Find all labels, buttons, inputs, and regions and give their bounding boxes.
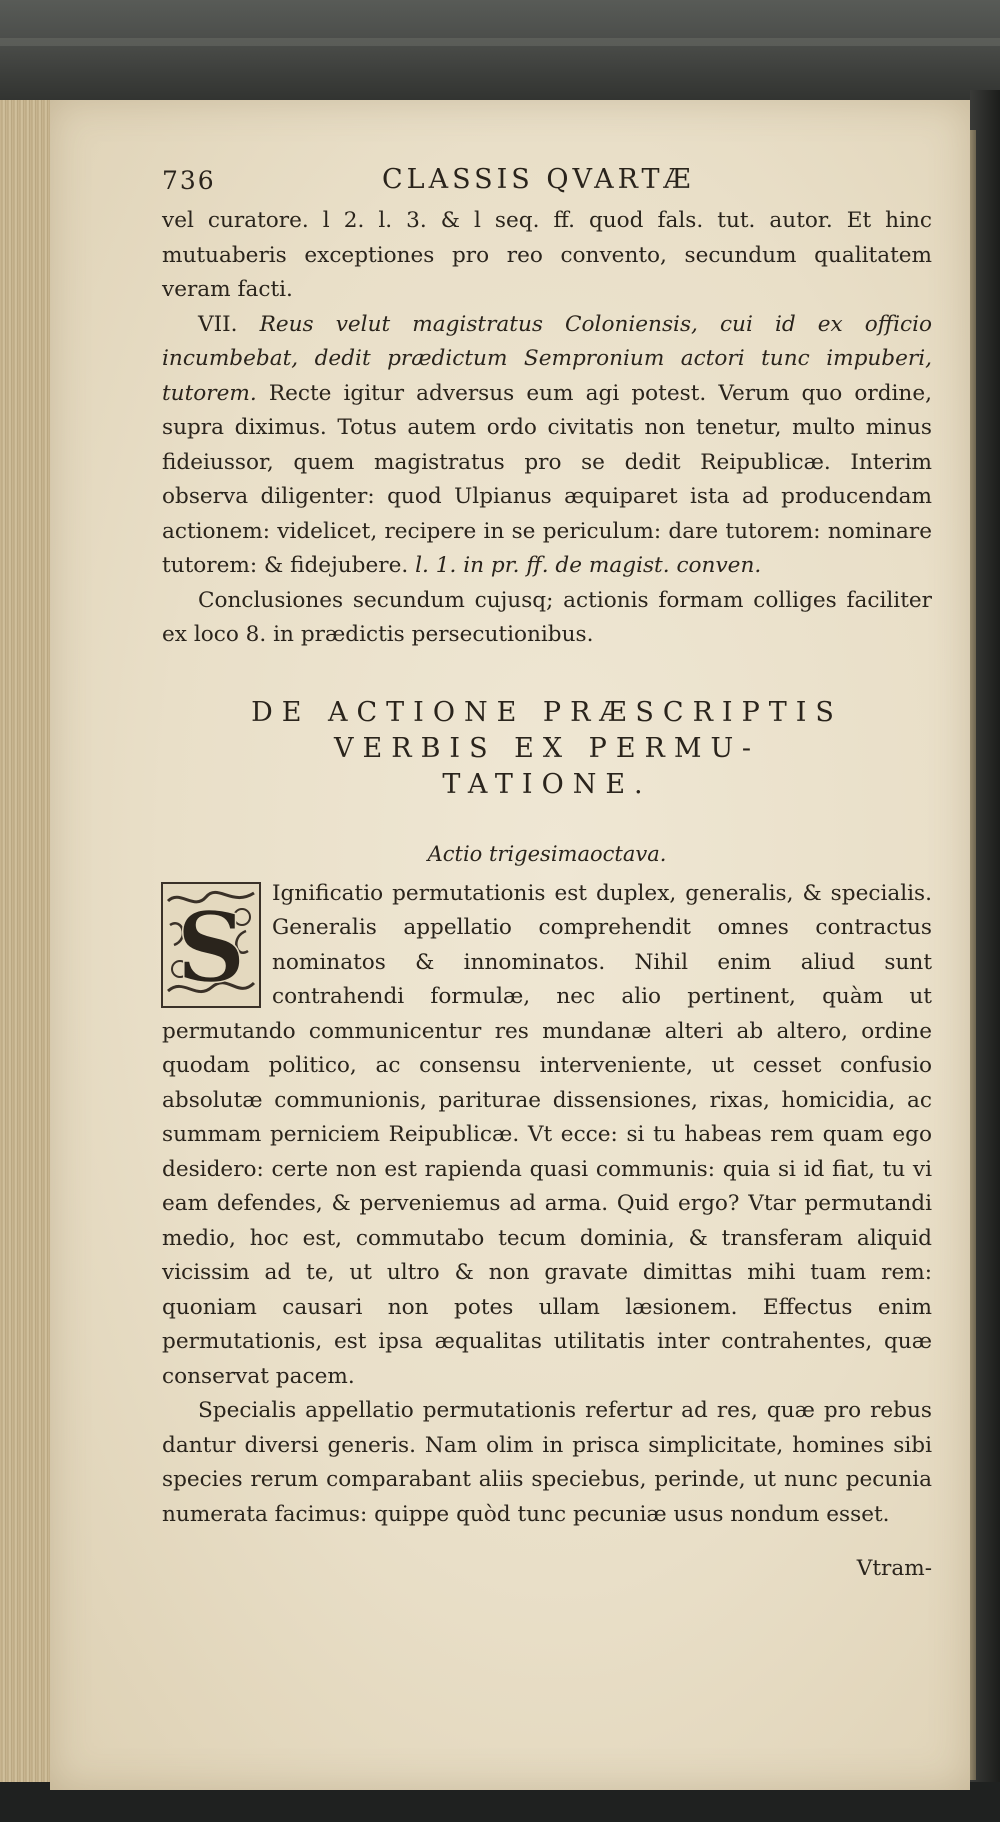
paragraph-5: Specialis appellatio permutationis refertur ad res, quæ pro rebus dantur diversi generis. Nam olim in prisca simplicitate, homines sibi species rerum comparabant aliis speciebus, perinde, ut nunc pecunia numerata facimus: quippe quòd tunc pecuniæ usus nondum esset. — [162, 1398, 932, 1527]
section-marker: VII. — [198, 311, 238, 337]
case-statement: Reus velut magistratus Coloniensis, cui id ex officio incumbebat, dedit prædictum Sempronium actori tunc impuberi, tutorem. — [162, 311, 932, 406]
book-page — [50, 100, 970, 1790]
paragraph-4: Ignificatio permutationis est duplex, generalis, & specialis. Generalis appellatio comprehendit omnes contractus nominatos & innominatos. Nihil enim aliud sunt contrahendi formulæ, nec alio pertinent, quàm ut permutando communicentur res mundanæ alteri ab altero, ordine quodam politico, ac consensu interveniente, ut cesset confusio absolutæ communionis, pariturae dissensiones, rixas, homicidia, ac summam perniciem Reipublicæ. Vt ecce: si tu habeas rem quam ego desidero: certe non est rapienda quasi communis: quia si id fiat, tu vi eam defendes, & perveniemus ad arma. Quid ergo? Vtar permutandi medio, hoc est, commutabo tecum dominia, & transferam aliquid vicissim ad te, ut ultro & non gravate dimittas mihi tuam rem: quoniam causari non potes ullam læsionem. Effectus enim permutationis, est ipsa æqualitas utilitatis inter contrahentes, quæ conservat pacem. — [162, 880, 932, 1389]
drop-cap-letter: S — [176, 890, 246, 1004]
action-subheading: Actio trigesimaoctava. — [427, 841, 667, 866]
page-header — [162, 160, 932, 204]
section-heading — [162, 695, 932, 803]
paragraph-3: Conclusiones secundum cujusq; actionis formam colliges faciliter ex loco 8. in prædictis persecutionibus. — [162, 587, 932, 647]
ornamental-initial-icon — [160, 881, 262, 1009]
running-head: CLASSIS QVARTÆ — [382, 164, 695, 195]
legal-citation: l. 1. in pr. ff. de magist. conven. — [415, 553, 762, 578]
decorated-paragraph — [162, 877, 932, 1395]
paragraph-2-text: Recte igitur adversus eum agi potest. Verum quo ordine, supra diximus. Totus autem ordo civitatis non tenetur, multo minus fideiussor, quem magistratus pro se dedit Reipublicæ. Interim observa diligenter: quod Ulpianus æquiparet ista ad producendam actionem: videlicet, recipere in se periculum: dare tutorem: nominare tutorem: & fidejubere. — [162, 380, 932, 578]
page-number: 736 — [162, 166, 216, 195]
text-block — [162, 160, 932, 1586]
page-stack-left — [0, 100, 54, 1822]
section-heading-line-3: TATIONE. — [442, 768, 652, 800]
section-heading-line-1: DE ACTIONE PRÆSCRIPTIS — [251, 696, 843, 728]
catchword: Vtram- — [856, 1556, 932, 1581]
book-top-edge — [0, 0, 1000, 110]
paragraph-2 — [162, 308, 932, 584]
drop-cap-initial — [160, 881, 262, 1009]
book-right-edge — [970, 90, 1000, 1822]
section-heading-line-2: VERBIS EX PERMU- — [334, 732, 760, 764]
paragraph-1: vel curatore. l 2. l. 3. & l seq. ff. quod fals. tut. autor. Et hinc mutuaberis exceptiones pro reo convento, secundum qualitatem veram facti. — [162, 208, 932, 302]
